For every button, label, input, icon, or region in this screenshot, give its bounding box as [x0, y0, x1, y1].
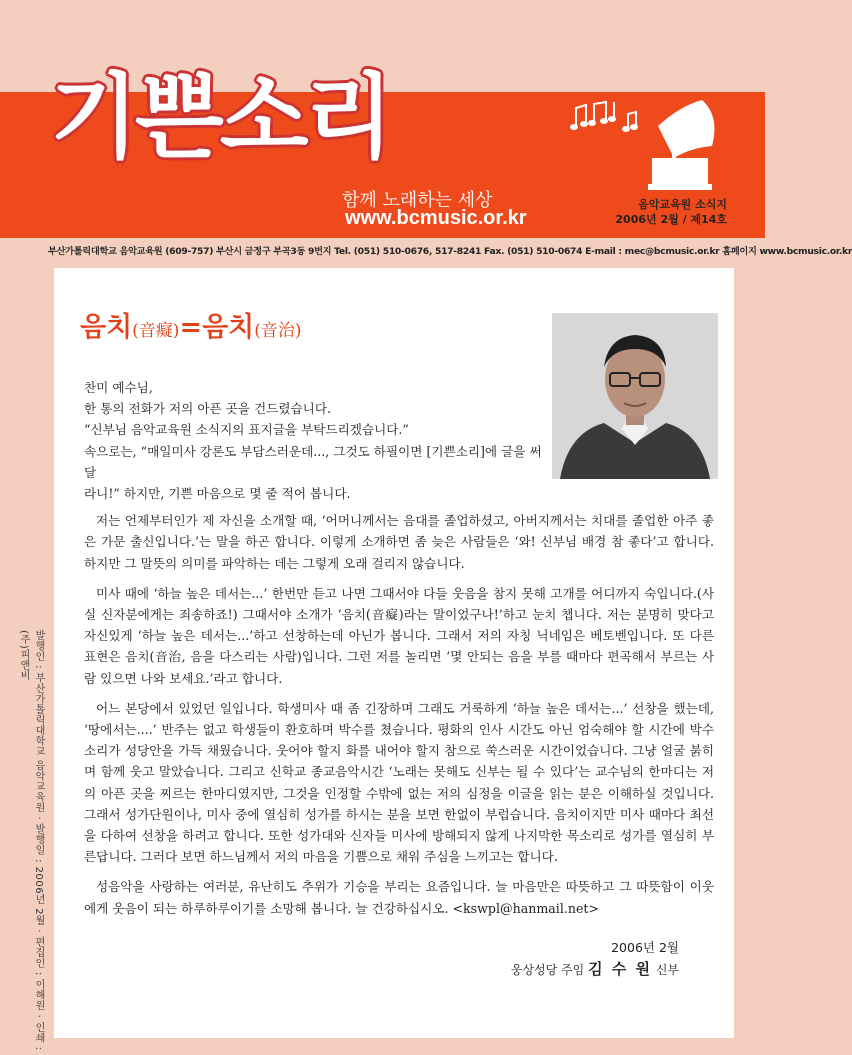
- newsletter-name: 음악교육원 소식지: [638, 198, 727, 211]
- article-title: [80, 305, 302, 344]
- intro-line: 속으로는, “매일미사 강론도 부담스러운데..., 그것도 하필이면 [기쁜소리]에 글을 써 달: [84, 443, 542, 480]
- signature: [511, 958, 679, 979]
- intro-line: 한 통의 전화가 저의 아픈 곳을 건드렸습니다.: [84, 401, 332, 417]
- title-hanja-1: (音癡): [132, 321, 180, 341]
- author-name: 김 수 원: [588, 960, 652, 978]
- website-link[interactable]: www.bcmusic.or.kr: [345, 207, 527, 229]
- title-word-1: 음치: [80, 312, 133, 343]
- side-publication-info: 발행인 : 부산가톨릭대학교 음악교육원 · 발행일 : 2006년 2월 · 편집인 : 이해원 · 인쇄 : (주)피앤비: [18, 630, 44, 1051]
- title-equals: =: [179, 312, 203, 343]
- contact-info: 부산가톨릭대학교 음악교육원 (609-757) 부산시 금정구 부곡3동 9번지 Tel. (051) 510-0676, 517-8241 Fax. (051) 510-0674 E-mail : mec@bcmusic.or.kr 홈페이지 www.bcmusic.or.kr: [48, 246, 852, 257]
- article-body: [84, 377, 714, 919]
- author-title: 신부: [655, 963, 679, 977]
- signature-date: 2006년 2월: [611, 940, 679, 955]
- intro-line: 찬미 예수님,: [84, 380, 153, 395]
- paragraph-4: 성음악을 사랑하는 여러분, 유난히도 추위가 기승을 부리는 요즘입니다. 늘 마음만은 따뜻하고 그 따뜻함이 이웃에게 웃음이 되는 하루하루이기를 소망해 봅니다. 늘 건강하십시오. <kswpl@hanmail.net>: [84, 879, 714, 916]
- gramophone-icon: [570, 96, 720, 196]
- title-hanja-2: (音治): [254, 321, 302, 341]
- author-role: 웅상성당 주임: [510, 963, 585, 977]
- paragraph-3: 어느 본당에서 있었던 일입니다. 학생미사 때 좀 긴장하며 그래도 거룩하게 ‘하늘 높은 데서는...’ 선창을 했는데, ‘땅에서는....’ 반주는 없고 학생들이 환호하며 박수를 쳤습니다. 평화의 인사 시간도 아닌 엄숙해야 할 시간에 박수소리가 성당안을 가득 채웠습니다. 웃어야 할지 화를 내어야 할지 참으로 쑥스러운 시간이었습니다. 그냥 얼굴 붉히며 함께 웃고 말았습니다. 그리고 신학교 종교음악시간 ‘노래는 못해도 신부는 될 수 있다’는 교수님의 한마디는 저의 아픈 곳을 찌르는 한마디였지만, 그것을 인정할 수밖에 없는 저의 심정을 이글을 읽는 분은 이해하실 것입니다. 그래서 성가단원이나, 미사 중에 열심히 성가를 하시는 분을 보면 한없이 부럽습니다. 음치이지만 미사 때마다 최선을 다하여 선창을 하려고 합니다. 또한 성가대와 신자들 미사에 방해되지 않게 나지막한 목소리로 성가를 열심히 부른답니다. 그러다 보면 하느님께서 저의 마음을 기쁨으로 채워 주심을 느끼고는 합니다.: [84, 700, 714, 865]
- intro-line: 라니!” 하지만, 기쁜 마음으로 몇 줄 적어 봅니다.: [84, 486, 351, 502]
- tagline: 함께 노래하는 세상: [342, 190, 493, 211]
- title-word-2: 음치: [202, 312, 255, 343]
- intro-line: “신부님 음악교육원 소식지의 표지글을 부탁드리겠습니다.”: [84, 422, 409, 438]
- issue-info: 2006년 2월 / 제14호: [615, 213, 727, 226]
- paragraph-1: 저는 언제부터인가 제 자신을 소개할 때, ‘어머니께서는 음대를 졸업하셨고, 아버지께서는 치대를 졸업한 아주 좋은 가문 출신입니다.’는 말을 하곤 합니다. 이렇게 소개하면 좀 늦은 사람들은 ‘와! 신부님 배경 참 좋다’고 합니다. 하지만 그 말뜻의 의미를 파악하는 데는 그렇게 오래 걸리지 않습니다.: [84, 513, 714, 571]
- intro-section: [84, 377, 544, 504]
- paragraph-2: 미사 때에 ‘하늘 높은 데서는...’ 한번만 듣고 나면 그때서야 다들 웃음을 참지 못해 고개를 어디까지 숙입니다.(사실 신자분에게는 죄송하죠!) 그때서야 소개가 ‘음치(音癡)라는 말이었구나!’하고 눈치 챕니다. 저는 분명히 맞다고 자신있게 ‘하늘 높은 데서는...’하고 선창하는데 아닌가 봅니다. 그래서 저의 자칭 닉네임은 베토벤입니다. 또 다른 표현은 음치(音治, 음을 다스리는 사람)입니다. 그런 저를 놀리면 ‘몇 안되는 음을 부를 때마다 편곡해서 부르는 사람 있으면 나와 보세요.’라고 합니다.: [84, 585, 714, 686]
- logo-title: 기쁜소리: [50, 64, 390, 171]
